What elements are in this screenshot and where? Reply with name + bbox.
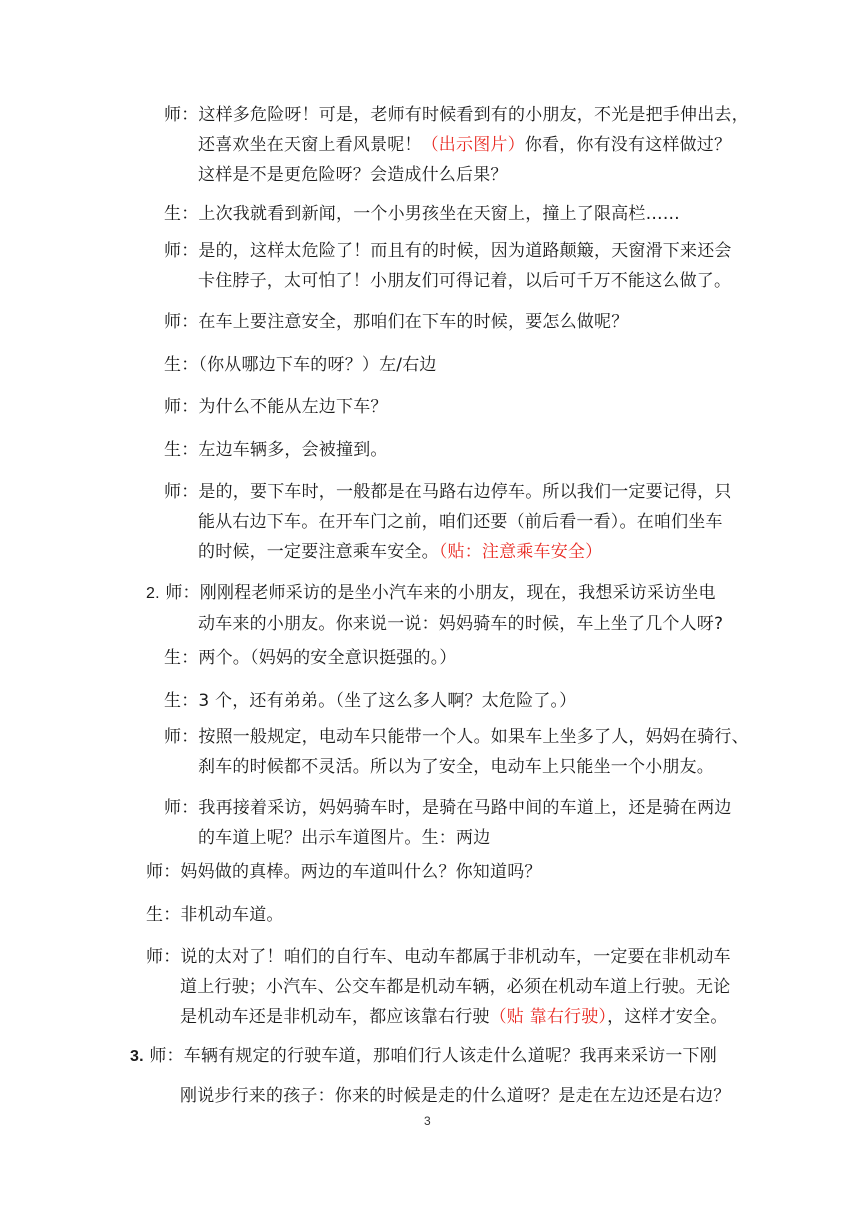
dialogue-paragraph bbox=[164, 643, 457, 673]
text-line bbox=[146, 578, 723, 609]
dialogue-paragraph bbox=[164, 477, 732, 567]
text-line: 刚说步行来的孩子：你来的时候是走的什么道呀？是走在左边还是右边？ bbox=[180, 1086, 731, 1106]
text-line bbox=[146, 1002, 731, 1032]
list-number: 3. bbox=[130, 1048, 144, 1065]
text-line: 生：左边车辆多，会被撞到。 bbox=[164, 440, 388, 460]
dialogue-paragraph bbox=[146, 857, 542, 887]
text-line: 能从右边下车。在开车门之前，咱们还要（前后看一看）。在咱们坐车 bbox=[198, 512, 723, 532]
text-line: 卡住脖子，太可怕了！小朋友们可得记着，以后可千万不能这么做了。 bbox=[198, 271, 732, 291]
dialogue-paragraph bbox=[164, 686, 576, 716]
text-line: 师：妈妈做的真棒。两边的车道叫什么？你知道吗？ bbox=[146, 862, 542, 882]
text-run: 师：刚刚程老师采访的是坐小汽车来的小朋友，现在，我想采访采访坐电 bbox=[165, 583, 716, 603]
text-line: 师：是的，这样太危险了！而且有的时候，因为道路颠簸，天窗滑下来还会 bbox=[164, 241, 732, 261]
text-line: 生：3 个，还有弟弟。（坐了这么多人啊？太危险了。） bbox=[164, 691, 577, 711]
numbered-paragraph bbox=[130, 1041, 730, 1111]
text-run: 还喜欢坐在天窗上看风景呢！ bbox=[198, 135, 422, 155]
text-line: 生：上次我就看到新闻，一个小男孩坐在天窗上，撞上了限高栏…… bbox=[164, 204, 680, 224]
text-run: ，这样才安全。 bbox=[607, 1007, 728, 1027]
text-line: 生：（你从哪边下车的呀？）左/右边 bbox=[164, 355, 437, 375]
dialogue-paragraph bbox=[164, 350, 437, 380]
text-line: 师：这样多危险呀！可是，老师有时候看到有的小朋友，不光是把手伸出去， bbox=[164, 105, 749, 125]
text-line: 师：是的，要下车时，一般都是在马路右边停车。所以我们一定要记得，只 bbox=[164, 482, 732, 502]
text-line: 的车道上呢？出示车道图片。生：两边 bbox=[198, 828, 491, 848]
dialogue-paragraph bbox=[164, 793, 732, 853]
dialogue-paragraph bbox=[164, 100, 749, 190]
dialogue-paragraph bbox=[146, 900, 284, 930]
dialogue-paragraph bbox=[164, 307, 628, 337]
text-line: 刹车的时候都不灵活。所以为了安全，电动车上只能坐一个小朋友。 bbox=[198, 757, 714, 777]
text-line: 师：为什么不能从左边下车？ bbox=[164, 397, 388, 417]
text-line bbox=[164, 130, 749, 160]
page-number: 3 bbox=[424, 1114, 431, 1128]
stage-direction: （贴：注意乘车安全） bbox=[438, 542, 603, 562]
stage-direction: （贴 靠右行驶） bbox=[489, 1007, 608, 1027]
text-run: 是机动车还是非机动车，都应该靠右行驶 bbox=[180, 1007, 490, 1027]
text-run: 你看，你有没有这样做过？ bbox=[524, 135, 732, 155]
text-line: 道上行驶；小汽车、公交车都是机动车辆，必须在机动车道上行驶。无论 bbox=[180, 977, 731, 997]
dialogue-paragraph bbox=[146, 942, 731, 1032]
list-number: 2. bbox=[146, 585, 160, 602]
text-line: 师：说的太对了！咱们的自行车、电动车都属于非机动车，一定要在非机动车 bbox=[146, 947, 731, 967]
dialogue-paragraph bbox=[164, 236, 732, 296]
text-line: 师：按照一般规定，电动车只能带一个人。如果车上坐多了人，妈妈在骑行、 bbox=[164, 727, 749, 747]
dialogue-paragraph bbox=[164, 722, 749, 782]
text-run: 的时候，一定要注意乘车安全。 bbox=[198, 542, 439, 562]
text-line: 这样是不是更危险呀？会造成什么后果？ bbox=[198, 165, 508, 185]
text-line: 动车来的小朋友。你来说一说：妈妈骑车的时候，车上坐了几个人呀? bbox=[198, 614, 724, 634]
dialogue-paragraph bbox=[164, 392, 388, 422]
dialogue-paragraph bbox=[164, 435, 388, 465]
dialogue-paragraph bbox=[164, 199, 680, 229]
text-line bbox=[130, 1041, 730, 1072]
text-line: 师：在车上要注意安全，那咱们在下车的时候，要怎么做呢？ bbox=[164, 312, 629, 332]
text-run: 师：车辆有规定的行驶车道，那咱们行人该走什么道呢？我再来采访一下刚 bbox=[149, 1046, 717, 1066]
text-line: 师：我再接着采访，妈妈骑车时，是骑在马路中间的车道上，还是骑在两边 bbox=[164, 798, 732, 818]
text-line: 生：非机动车道。 bbox=[146, 905, 284, 925]
text-line: 生：两个。（妈妈的安全意识挺强的。） bbox=[164, 648, 457, 668]
stage-direction: （出示图片） bbox=[421, 135, 525, 155]
numbered-paragraph bbox=[146, 578, 723, 639]
text-line bbox=[164, 537, 732, 567]
